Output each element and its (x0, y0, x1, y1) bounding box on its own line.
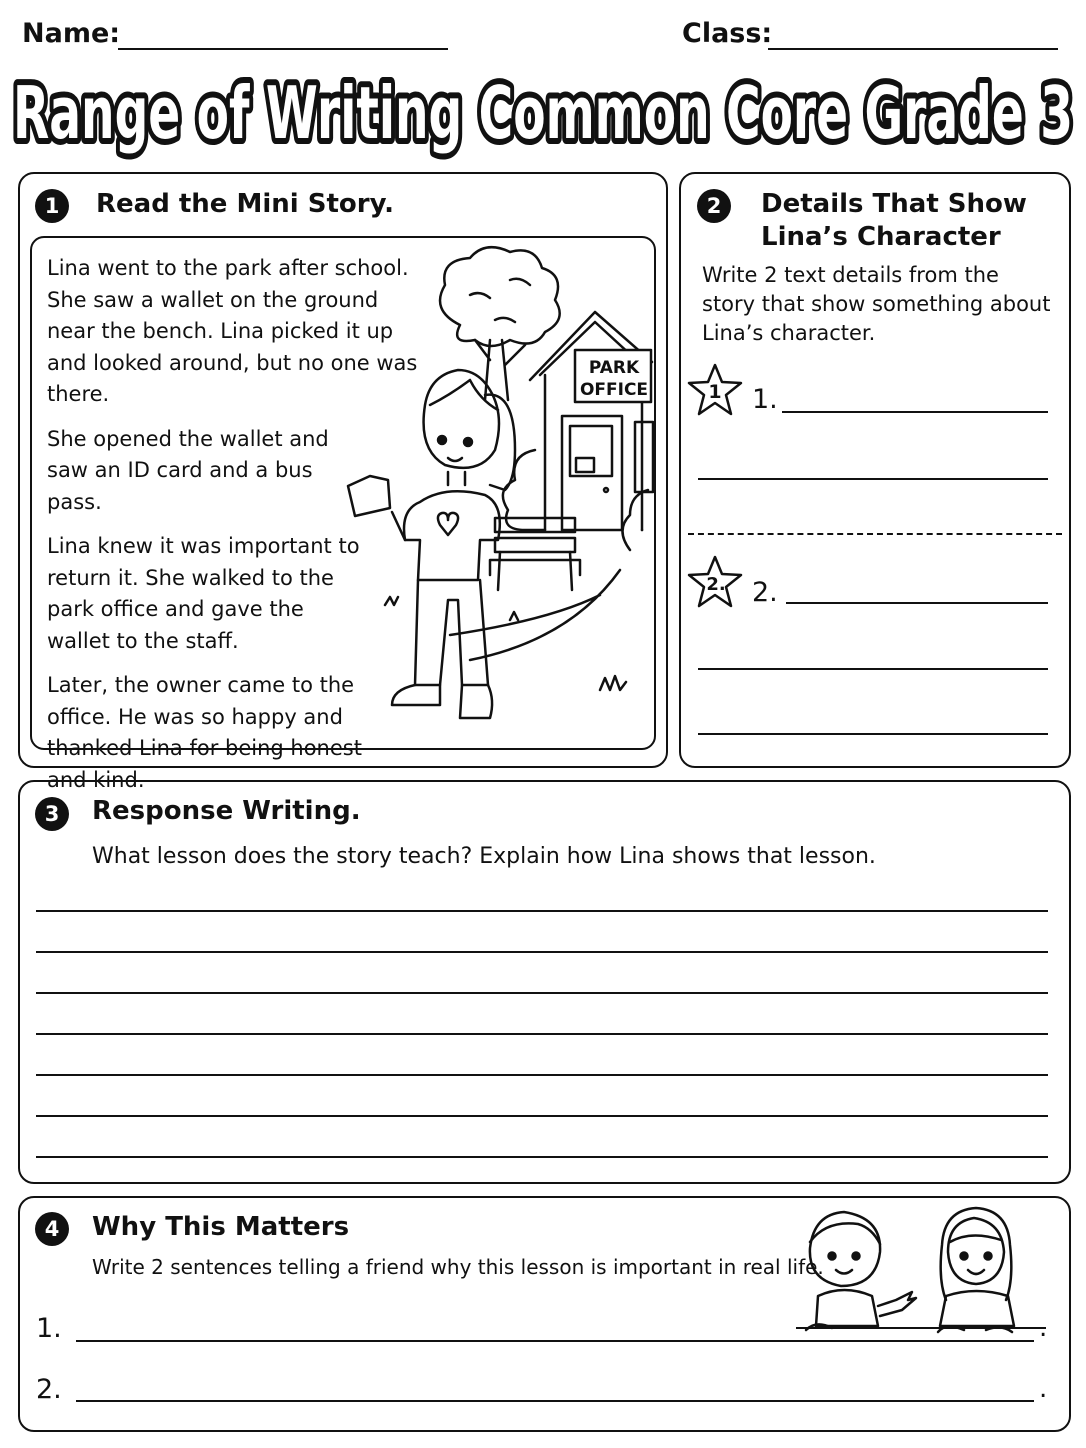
detail-1-line-1[interactable] (782, 411, 1048, 413)
response-line[interactable] (36, 1033, 1048, 1035)
name-field[interactable] (118, 48, 448, 50)
details-heading-line1: Details That Show (761, 189, 1027, 219)
section-number-3: 3 (35, 797, 69, 831)
detail-1-line-2[interactable] (698, 478, 1048, 480)
response-heading: Response Writing. (92, 796, 361, 826)
response-line[interactable] (36, 951, 1048, 953)
page-title-text: Range of Writing Common Core Grade 3 (13, 71, 1073, 155)
grass-tuft (600, 676, 626, 690)
star-badge-1-text: 1 (708, 381, 722, 403)
class-field[interactable] (768, 48, 1058, 50)
story-heading: Read the Mini Story. (96, 189, 395, 219)
park-illustration (330, 240, 654, 746)
response-line[interactable] (36, 992, 1048, 994)
park-path (450, 570, 620, 660)
response-line[interactable] (36, 1156, 1048, 1158)
response-prompt: What lesson does the story teach? Explain how Lina shows that lesson. (92, 844, 876, 869)
story-paragraph-1: Lina went to the park after school. She saw a wallet on the ground near the bench. Lina picked it up and looked around, but no one was there. (47, 256, 418, 406)
star-badge-1 (686, 362, 744, 418)
why-item-2-label: 2. (36, 1374, 62, 1405)
grass-tuft-2 (385, 597, 398, 605)
details-instructions: Write 2 text details from the story that show something about Lina’s character. (702, 263, 1051, 345)
boy-illustration (806, 1212, 916, 1330)
response-line[interactable] (36, 910, 1048, 912)
detail-2-label: 2. (752, 577, 778, 608)
detail-2-line-3[interactable] (698, 733, 1048, 735)
response-line[interactable] (36, 1115, 1048, 1117)
story-paragraph-4: Later, the owner came to the office. He was so happy and thanked Lina for being honest and kind. (47, 673, 362, 792)
girl-friend-illustration (938, 1208, 1014, 1332)
friends-illustration (796, 1200, 1046, 1342)
detail-2-line-1[interactable] (786, 602, 1048, 604)
why-matters-heading: Why This Matters (92, 1212, 350, 1242)
sign-line-2: OFFICE (579, 380, 649, 400)
girl-lina-illustration (348, 370, 515, 718)
star-badge-2-text: 2. (706, 574, 726, 595)
response-line[interactable] (36, 1074, 1048, 1076)
section-number-2: 2 (697, 189, 731, 223)
why-item-2-period: . (1039, 1374, 1048, 1404)
why-item-1-line[interactable] (76, 1340, 1034, 1342)
grass-tuft-3 (510, 612, 518, 620)
why-item-1-period: . (1039, 1313, 1048, 1343)
section-number-4: 4 (35, 1212, 69, 1246)
detail-1-label: 1. (752, 384, 778, 415)
why-item-2-line[interactable] (76, 1400, 1034, 1402)
story-paragraph-3: Lina knew it was important to return it. She walked to the park office and gave the wallet to the staff. (47, 534, 360, 653)
star-badge-2 (686, 554, 744, 610)
bush-right (623, 490, 649, 550)
why-item-1-label: 1. (36, 1313, 62, 1344)
details-divider (688, 533, 1062, 535)
sign-line-1: PARK (588, 358, 640, 378)
why-matters-prompt: Write 2 sentences telling a friend why this lesson is important in real life. (92, 1255, 824, 1279)
tree-illustration (440, 247, 560, 400)
detail-2-line-2[interactable] (698, 668, 1048, 670)
section-number-1: 1 (35, 189, 69, 223)
details-heading-line2: Lina’s Character (761, 222, 1001, 252)
class-label: Class: (682, 18, 773, 49)
story-paragraph-2: She opened the wallet and saw an ID card and a bus pass. (47, 426, 329, 514)
page-title (0, 56, 1086, 164)
name-label: Name: (22, 18, 121, 49)
